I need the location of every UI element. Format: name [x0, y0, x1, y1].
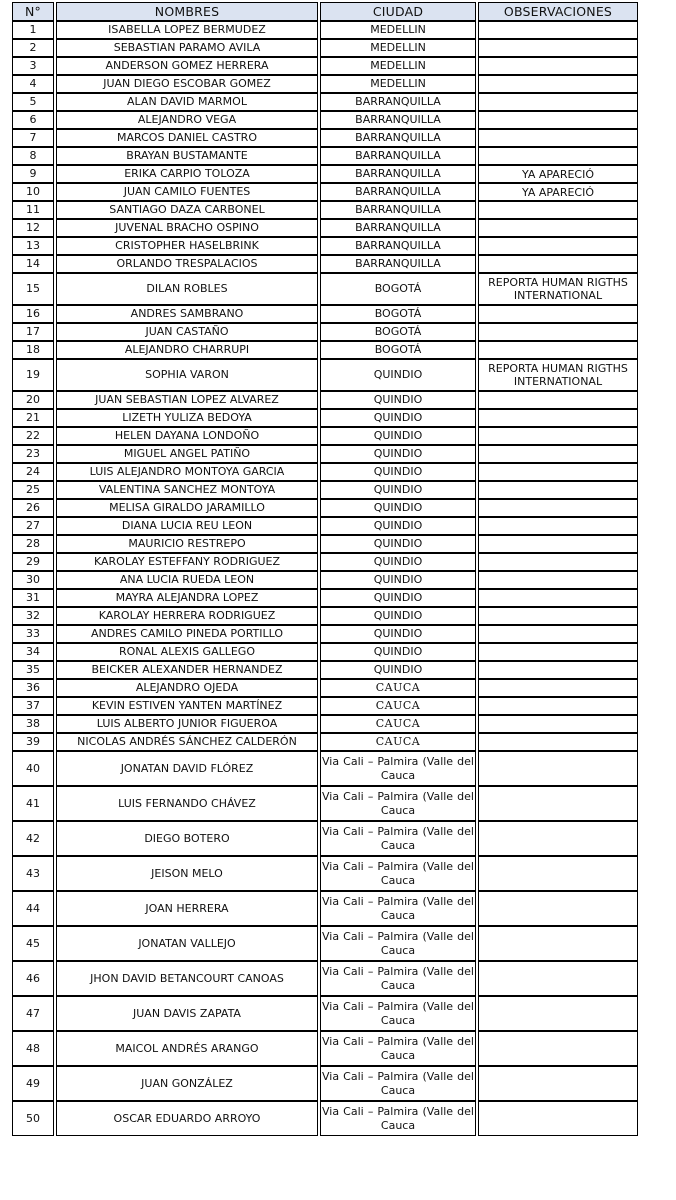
- missing-persons-table: [10, 2, 640, 1136]
- cell-city: Via Cali – Palmira (Valle del Cauca: [320, 751, 476, 786]
- cell-name: CRISTOPHER HASELBRINK: [56, 237, 318, 255]
- cell-city: BARRANQUILLA: [320, 237, 476, 255]
- table-row: [12, 39, 638, 57]
- cell-city: QUINDIO: [320, 499, 476, 517]
- table-row: [12, 553, 638, 571]
- cell-name: VALENTINA SANCHEZ MONTOYA: [56, 481, 318, 499]
- cell-name: KAROLAY HERRERA RODRIGUEZ: [56, 607, 318, 625]
- cell-city: BARRANQUILLA: [320, 183, 476, 201]
- cell-observations: [478, 323, 638, 341]
- cell-name: JUAN DAVIS ZAPATA: [56, 996, 318, 1031]
- cell-observations: [478, 891, 638, 926]
- cell-number: 35: [12, 661, 54, 679]
- cell-name: NICOLAS ANDRÉS SÁNCHEZ CALDERÓN: [56, 733, 318, 751]
- cell-number: 48: [12, 1031, 54, 1066]
- cell-number: 28: [12, 535, 54, 553]
- cell-city: QUINDIO: [320, 517, 476, 535]
- cell-city: CAUCA: [320, 679, 476, 697]
- cell-name: JUAN CAMILO FUENTES: [56, 183, 318, 201]
- cell-number: 16: [12, 305, 54, 323]
- cell-observations: [478, 625, 638, 643]
- cell-name: KEVIN ESTIVEN YANTEN MARTÍNEZ: [56, 697, 318, 715]
- cell-number: 25: [12, 481, 54, 499]
- cell-city: Via Cali – Palmira (Valle del Cauca: [320, 821, 476, 856]
- cell-name: LIZETH YULIZA BEDOYA: [56, 409, 318, 427]
- cell-city: QUINDIO: [320, 359, 476, 391]
- cell-number: 33: [12, 625, 54, 643]
- cell-number: 15: [12, 273, 54, 305]
- cell-name: JONATAN DAVID FLÓREZ: [56, 751, 318, 786]
- cell-number: 14: [12, 255, 54, 273]
- cell-city: CAUCA: [320, 715, 476, 733]
- cell-name: BRAYAN BUSTAMANTE: [56, 147, 318, 165]
- table-row: [12, 427, 638, 445]
- cell-number: 10: [12, 183, 54, 201]
- cell-observations: [478, 751, 638, 786]
- table-row: [12, 323, 638, 341]
- cell-name: SEBASTIAN PARAMO AVILA: [56, 39, 318, 57]
- table-row: [12, 75, 638, 93]
- cell-city: Via Cali – Palmira (Valle del Cauca: [320, 856, 476, 891]
- cell-number: 44: [12, 891, 54, 926]
- cell-observations: [478, 661, 638, 679]
- cell-number: 38: [12, 715, 54, 733]
- cell-name: JOAN HERRERA: [56, 891, 318, 926]
- cell-observations: [478, 697, 638, 715]
- cell-observations: [478, 341, 638, 359]
- cell-observations: [478, 391, 638, 409]
- cell-number: 2: [12, 39, 54, 57]
- cell-city: QUINDIO: [320, 535, 476, 553]
- table-row: [12, 129, 638, 147]
- cell-city: QUINDIO: [320, 607, 476, 625]
- table-row: [12, 1101, 638, 1136]
- cell-city: Via Cali – Palmira (Valle del Cauca: [320, 891, 476, 926]
- cell-city: QUINDIO: [320, 661, 476, 679]
- cell-name: ALEJANDRO CHARRUPI: [56, 341, 318, 359]
- cell-observations: [478, 643, 638, 661]
- table-row: [12, 237, 638, 255]
- cell-city: BOGOTÁ: [320, 323, 476, 341]
- cell-number: 40: [12, 751, 54, 786]
- cell-city: BARRANQUILLA: [320, 255, 476, 273]
- cell-name: MAYRA ALEJANDRA LOPEZ: [56, 589, 318, 607]
- cell-number: 21: [12, 409, 54, 427]
- cell-name: MAICOL ANDRÉS ARANGO: [56, 1031, 318, 1066]
- header-number: N°: [12, 2, 54, 21]
- cell-name: OSCAR EDUARDO ARROYO: [56, 1101, 318, 1136]
- table-row: [12, 183, 638, 201]
- header-names: NOMBRES: [56, 2, 318, 21]
- cell-city: Via Cali – Palmira (Valle del Cauca: [320, 926, 476, 961]
- cell-observations: [478, 481, 638, 499]
- cell-observations: [478, 445, 638, 463]
- cell-city: QUINDIO: [320, 463, 476, 481]
- table-row: [12, 961, 638, 996]
- table-body: [12, 21, 638, 1136]
- cell-city: QUINDIO: [320, 571, 476, 589]
- table-row: [12, 391, 638, 409]
- table-row: [12, 661, 638, 679]
- cell-observations: [478, 409, 638, 427]
- cell-city: QUINDIO: [320, 589, 476, 607]
- header-observations: OBSERVACIONES: [478, 2, 638, 21]
- table-row: [12, 535, 638, 553]
- cell-observations: [478, 679, 638, 697]
- cell-observations: [478, 517, 638, 535]
- cell-name: KAROLAY ESTEFFANY RODRIGUEZ: [56, 553, 318, 571]
- cell-city: QUINDIO: [320, 553, 476, 571]
- cell-observations: [478, 111, 638, 129]
- cell-name: ANDERSON GOMEZ HERRERA: [56, 57, 318, 75]
- table-row: [12, 733, 638, 751]
- cell-observations: REPORTA HUMAN RIGTHS INTERNATIONAL: [478, 359, 638, 391]
- cell-observations: [478, 786, 638, 821]
- cell-number: 36: [12, 679, 54, 697]
- cell-number: 45: [12, 926, 54, 961]
- cell-city: BARRANQUILLA: [320, 93, 476, 111]
- cell-number: 46: [12, 961, 54, 996]
- cell-name: SANTIAGO DAZA CARBONEL: [56, 201, 318, 219]
- cell-city: QUINDIO: [320, 409, 476, 427]
- cell-name: JUAN GONZÁLEZ: [56, 1066, 318, 1101]
- cell-city: BARRANQUILLA: [320, 165, 476, 183]
- cell-city: BOGOTÁ: [320, 305, 476, 323]
- cell-number: 26: [12, 499, 54, 517]
- cell-city: QUINDIO: [320, 445, 476, 463]
- cell-city: BARRANQUILLA: [320, 111, 476, 129]
- cell-name: ALAN DAVID MARMOL: [56, 93, 318, 111]
- cell-city: BARRANQUILLA: [320, 201, 476, 219]
- cell-observations: [478, 427, 638, 445]
- cell-observations: [478, 571, 638, 589]
- cell-observations: [478, 961, 638, 996]
- cell-number: 8: [12, 147, 54, 165]
- table-row: [12, 147, 638, 165]
- table-row: [12, 625, 638, 643]
- cell-observations: [478, 39, 638, 57]
- cell-number: 17: [12, 323, 54, 341]
- cell-city: Via Cali – Palmira (Valle del Cauca: [320, 996, 476, 1031]
- cell-number: 50: [12, 1101, 54, 1136]
- cell-name: ANA LUCIA RUEDA LEON: [56, 571, 318, 589]
- cell-city: MEDELLIN: [320, 75, 476, 93]
- cell-observations: [478, 607, 638, 625]
- cell-observations: [478, 219, 638, 237]
- cell-city: Via Cali – Palmira (Valle del Cauca: [320, 1066, 476, 1101]
- cell-observations: [478, 147, 638, 165]
- cell-city: Via Cali – Palmira (Valle del Cauca: [320, 961, 476, 996]
- cell-city: Via Cali – Palmira (Valle del Cauca: [320, 1031, 476, 1066]
- table-row: [12, 165, 638, 183]
- cell-name: DIANA LUCIA REU LEON: [56, 517, 318, 535]
- cell-observations: [478, 1031, 638, 1066]
- cell-observations: [478, 856, 638, 891]
- cell-city: QUINDIO: [320, 643, 476, 661]
- cell-observations: [478, 305, 638, 323]
- table-row: [12, 679, 638, 697]
- cell-number: 9: [12, 165, 54, 183]
- cell-name: ISABELLA LOPEZ BERMUDEZ: [56, 21, 318, 39]
- cell-name: ERIKA CARPIO TOLOZA: [56, 165, 318, 183]
- cell-city: MEDELLIN: [320, 21, 476, 39]
- table-row: [12, 201, 638, 219]
- cell-number: 7: [12, 129, 54, 147]
- cell-name: LUIS ALBERTO JUNIOR FIGUEROA: [56, 715, 318, 733]
- cell-observations: [478, 237, 638, 255]
- cell-number: 19: [12, 359, 54, 391]
- cell-observations: YA APARECIÓ: [478, 183, 638, 201]
- cell-name: ALEJANDRO OJEDA: [56, 679, 318, 697]
- table-row: [12, 821, 638, 856]
- cell-city: CAUCA: [320, 733, 476, 751]
- cell-city: MEDELLIN: [320, 57, 476, 75]
- table-row: [12, 219, 638, 237]
- cell-city: QUINDIO: [320, 625, 476, 643]
- cell-number: 18: [12, 341, 54, 359]
- table-row: [12, 786, 638, 821]
- cell-name: MELISA GIRALDO JARAMILLO: [56, 499, 318, 517]
- cell-number: 29: [12, 553, 54, 571]
- cell-observations: [478, 75, 638, 93]
- cell-observations: [478, 255, 638, 273]
- cell-city: BOGOTÁ: [320, 273, 476, 305]
- cell-observations: REPORTA HUMAN RIGTHS INTERNATIONAL: [478, 273, 638, 305]
- cell-observations: [478, 499, 638, 517]
- cell-name: ALEJANDRO VEGA: [56, 111, 318, 129]
- cell-number: 20: [12, 391, 54, 409]
- cell-observations: YA APARECIÓ: [478, 165, 638, 183]
- table-row: [12, 517, 638, 535]
- cell-observations: [478, 535, 638, 553]
- table-row: [12, 463, 638, 481]
- table-row: [12, 359, 638, 391]
- cell-number: 32: [12, 607, 54, 625]
- cell-observations: [478, 201, 638, 219]
- cell-number: 5: [12, 93, 54, 111]
- cell-number: 27: [12, 517, 54, 535]
- table-row: [12, 21, 638, 39]
- table-row: [12, 697, 638, 715]
- cell-city: MEDELLIN: [320, 39, 476, 57]
- cell-name: RONAL ALEXIS GALLEGO: [56, 643, 318, 661]
- cell-name: ORLANDO TRESPALACIOS: [56, 255, 318, 273]
- cell-name: HELEN DAYANA LONDOÑO: [56, 427, 318, 445]
- cell-city: BARRANQUILLA: [320, 129, 476, 147]
- cell-observations: [478, 821, 638, 856]
- cell-name: MAURICIO RESTREPO: [56, 535, 318, 553]
- cell-name: JEISON MELO: [56, 856, 318, 891]
- cell-observations: [478, 733, 638, 751]
- cell-name: MIGUEL ANGEL PATIÑO: [56, 445, 318, 463]
- cell-number: 24: [12, 463, 54, 481]
- cell-city: QUINDIO: [320, 481, 476, 499]
- cell-name: JUAN CASTAÑO: [56, 323, 318, 341]
- cell-number: 49: [12, 1066, 54, 1101]
- cell-number: 30: [12, 571, 54, 589]
- table-row: [12, 341, 638, 359]
- table-row: [12, 589, 638, 607]
- cell-observations: [478, 1101, 638, 1136]
- cell-name: JUVENAL BRACHO OSPINO: [56, 219, 318, 237]
- cell-number: 34: [12, 643, 54, 661]
- cell-observations: [478, 1066, 638, 1101]
- cell-number: 39: [12, 733, 54, 751]
- table-row: [12, 445, 638, 463]
- cell-name: DILAN ROBLES: [56, 273, 318, 305]
- table-row: [12, 255, 638, 273]
- cell-name: SOPHIA VARON: [56, 359, 318, 391]
- table-row: [12, 856, 638, 891]
- header-city: CIUDAD: [320, 2, 476, 21]
- cell-number: 6: [12, 111, 54, 129]
- cell-number: 42: [12, 821, 54, 856]
- cell-number: 3: [12, 57, 54, 75]
- cell-observations: [478, 589, 638, 607]
- table-row: [12, 305, 638, 323]
- cell-name: BEICKER ALEXANDER HERNANDEZ: [56, 661, 318, 679]
- cell-name: LUIS ALEJANDRO MONTOYA GARCIA: [56, 463, 318, 481]
- table-row: [12, 643, 638, 661]
- cell-city: CAUCA: [320, 697, 476, 715]
- cell-observations: [478, 996, 638, 1031]
- table-row: [12, 571, 638, 589]
- cell-observations: [478, 93, 638, 111]
- cell-observations: [478, 715, 638, 733]
- cell-name: JONATAN VALLEJO: [56, 926, 318, 961]
- header-row: [12, 2, 638, 21]
- cell-name: MARCOS DANIEL CASTRO: [56, 129, 318, 147]
- cell-observations: [478, 463, 638, 481]
- table-row: [12, 409, 638, 427]
- table-row: [12, 481, 638, 499]
- cell-observations: [478, 926, 638, 961]
- cell-number: 41: [12, 786, 54, 821]
- cell-observations: [478, 553, 638, 571]
- cell-city: Via Cali – Palmira (Valle del Cauca: [320, 786, 476, 821]
- cell-observations: [478, 129, 638, 147]
- table-row: [12, 111, 638, 129]
- cell-name: ANDRES CAMILO PINEDA PORTILLO: [56, 625, 318, 643]
- table-row: [12, 607, 638, 625]
- table-row: [12, 273, 638, 305]
- cell-city: BOGOTÁ: [320, 341, 476, 359]
- cell-name: DIEGO BOTERO: [56, 821, 318, 856]
- cell-number: 4: [12, 75, 54, 93]
- table-row: [12, 1031, 638, 1066]
- cell-name: LUIS FERNANDO CHÁVEZ: [56, 786, 318, 821]
- cell-city: QUINDIO: [320, 391, 476, 409]
- table-row: [12, 57, 638, 75]
- cell-name: JUAN DIEGO ESCOBAR GOMEZ: [56, 75, 318, 93]
- cell-number: 43: [12, 856, 54, 891]
- cell-number: 23: [12, 445, 54, 463]
- cell-number: 13: [12, 237, 54, 255]
- table-row: [12, 499, 638, 517]
- cell-name: ANDRES SAMBRANO: [56, 305, 318, 323]
- cell-name: JUAN SEBASTIAN LOPEZ ALVAREZ: [56, 391, 318, 409]
- cell-number: 31: [12, 589, 54, 607]
- table-row: [12, 715, 638, 733]
- table-row: [12, 751, 638, 786]
- cell-name: JHON DAVID BETANCOURT CANOAS: [56, 961, 318, 996]
- cell-number: 11: [12, 201, 54, 219]
- table-row: [12, 996, 638, 1031]
- table-row: [12, 93, 638, 111]
- cell-observations: [478, 21, 638, 39]
- cell-number: 22: [12, 427, 54, 445]
- cell-city: QUINDIO: [320, 427, 476, 445]
- cell-city: Via Cali – Palmira (Valle del Cauca: [320, 1101, 476, 1136]
- document-sheet: [10, 2, 638, 1136]
- cell-city: BARRANQUILLA: [320, 147, 476, 165]
- cell-city: BARRANQUILLA: [320, 219, 476, 237]
- cell-observations: [478, 57, 638, 75]
- cell-number: 1: [12, 21, 54, 39]
- cell-number: 12: [12, 219, 54, 237]
- cell-number: 47: [12, 996, 54, 1031]
- table-row: [12, 1066, 638, 1101]
- cell-number: 37: [12, 697, 54, 715]
- table-row: [12, 891, 638, 926]
- table-row: [12, 926, 638, 961]
